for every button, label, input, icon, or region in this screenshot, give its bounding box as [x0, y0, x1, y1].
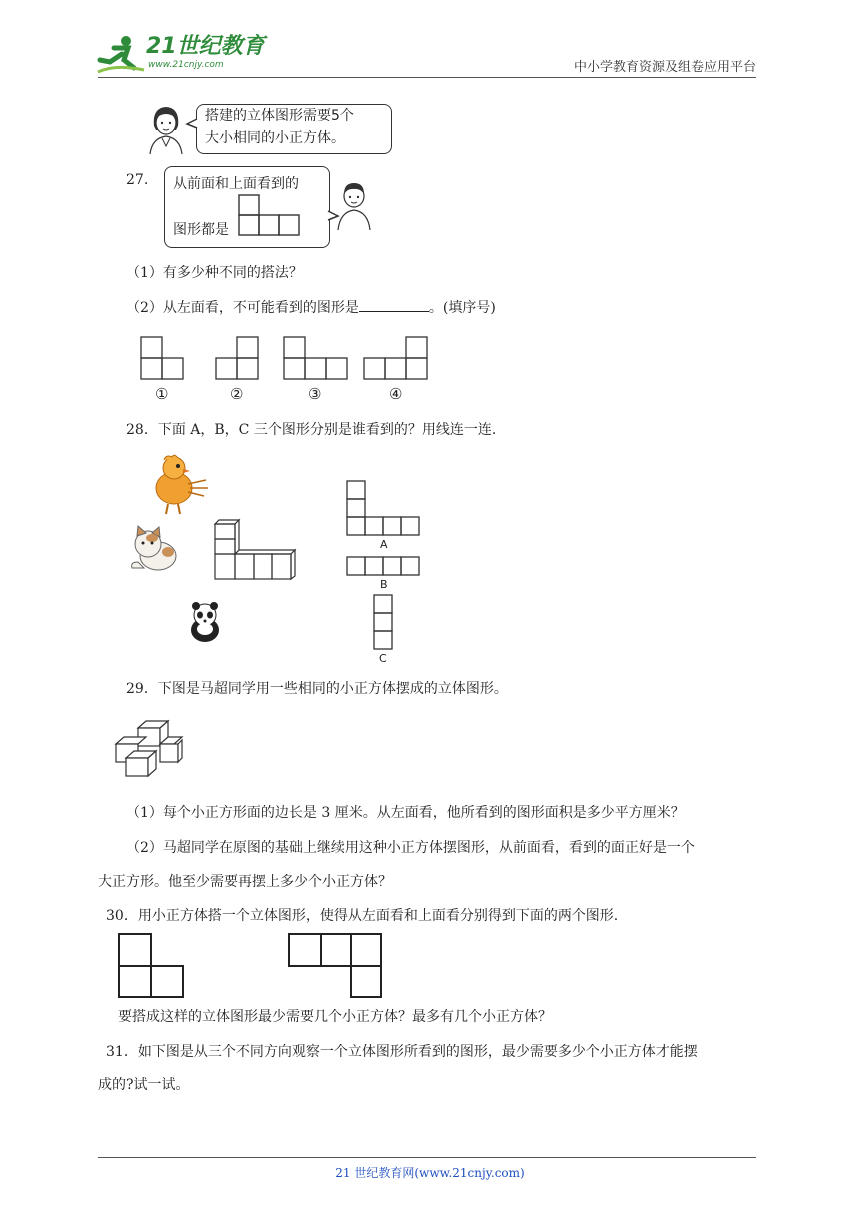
footer-rule: [98, 1157, 756, 1158]
boy-icon: [334, 180, 374, 230]
q27-part2: [126, 297, 496, 318]
footer-text[interactable]: 21 世纪教育网(www.21cnjy.com): [335, 1166, 525, 1180]
option-1-shape: [140, 336, 186, 382]
view-c-label: C: [379, 652, 387, 665]
q29-text: 29．下图是马超同学用一些相同的小正方体摆成的立体图形。: [126, 681, 508, 697]
runner-logo-icon: [96, 34, 146, 76]
q27-part2-suffix: 。(填序号): [428, 300, 496, 316]
option-3-shape: [283, 336, 349, 382]
q29-cube-stack: [110, 720, 186, 778]
boy-bubble-line-2: 图形都是: [173, 222, 229, 238]
option-1-label: ①: [155, 385, 169, 403]
q31-line1: 31．如下图是从三个不同方向观察一个立体图形所看到的图形，最少需要多少个小正方体才能摆: [106, 1044, 698, 1060]
view-a-label: A: [380, 538, 388, 551]
q27-part2-prompt: （2）从左面看，不可能看到的图形是: [126, 300, 359, 316]
girl-bubble-line-1: 搭建的立体图形需要5个: [205, 108, 354, 124]
logo-url: www.21cnjy.com: [148, 60, 224, 70]
q28-text: 28．下面 A，B，C 三个图形分别是谁看到的？用线连一连.: [126, 422, 497, 438]
option-2-label: ②: [230, 385, 244, 403]
panda-icon: [188, 602, 222, 642]
option-4-label: ④: [389, 385, 403, 403]
answer-blank[interactable]: [359, 297, 429, 312]
view-c-shape: [373, 594, 395, 654]
q29-part2-line1: （2）马超同学在原图的基础上继续用这种小正方体摆图形，从前面看，看到的面正好是一个: [126, 840, 695, 856]
q27-number: 27.: [126, 172, 149, 188]
header-rule: [98, 77, 756, 78]
cube-solid-l-shape: [214, 518, 300, 580]
option-4-shape: [363, 336, 429, 382]
cat-icon: [124, 524, 182, 574]
q30-text: 30．用小正方体搭一个立体图形，使得从左面看和上面看分别得到下面的两个图形.: [106, 908, 619, 924]
header-logo: [96, 34, 266, 76]
front-top-view-shape: [238, 194, 302, 238]
q27-part1: （1）有多少种不同的搭法？: [126, 265, 303, 281]
option-2-shape: [215, 336, 261, 382]
bubble-tail: [186, 118, 198, 130]
girl-speech-bubble: [196, 104, 392, 154]
view-b-label: B: [380, 578, 388, 591]
chick-icon: [150, 454, 210, 516]
option-3-label: ③: [308, 385, 322, 403]
view-b-shape: [346, 556, 422, 578]
q31-line2: 成的?试一试。: [98, 1077, 190, 1093]
view-a-shape: [346, 480, 422, 538]
logo-title: 21世纪教育: [146, 34, 265, 59]
header-platform-text: 中小学教育资源及组卷应用平台: [573, 60, 756, 75]
left-view-shape: [117, 932, 187, 1000]
q30-question: 要搭成这样的立体图形最少需要几个小正方体？最多有几个小正方体？: [118, 1009, 552, 1025]
q29-part2-line2: 大正方形。他至少需要再摆上多少个小正方体？: [98, 874, 392, 890]
q29-part1: （1）每个小正方形面的边长是 3 厘米。从左面看，他所看到的图形面积是多少平方厘米？: [126, 805, 685, 821]
boy-bubble-line-1: 从前面和上面看到的: [173, 176, 299, 192]
girl-bubble-line-2: 大小相同的小正方体。: [205, 130, 345, 146]
girl-icon: [146, 104, 186, 154]
top-view-shape: [287, 932, 385, 1000]
